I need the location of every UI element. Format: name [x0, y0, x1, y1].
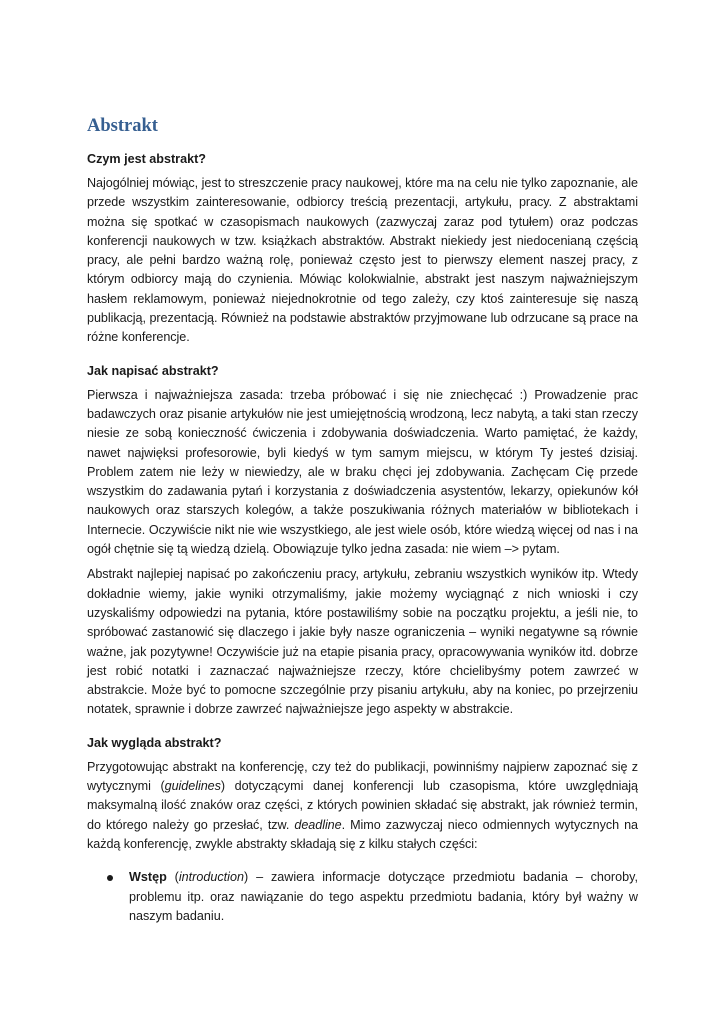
intro-text-2: ) dotyczącymi danej konferencji lub czasopisma, które uwzględniają maksymalną ilość znaków oraz części, z których powinien składać się abstrakt, jak również termin, do którego należy go przesłać, tzw.: [87, 779, 639, 832]
intro-term-deadline: deadline: [294, 817, 342, 832]
document-page: [87, 114, 638, 926]
bullet-text: ) – zawiera informacje dotyczące przedmiotu badania – choroby, problemu itp. oraz nawiązanie do tego aspektu przedmiotu badania, który był ważny w naszym badaniu.: [129, 870, 638, 923]
intro-text-1: Przygotowując abstrakt na konferencję, czy też do publikacji, powinniśmy najpierw zapoznać się z wytycznymi (: [87, 759, 638, 794]
document-title: Abstrakt: [87, 116, 158, 136]
paragraph-how-to-write-1: Pierwsza i najważniejsza zasada: trzeba próbować i się nie zniechęcać :) Prowadzenie prac badawczych oraz pisanie artykułów nie jest umiejętnością wrodzoną, lecz nabytą, a taki stan rzeczy niesie ze sobą konieczność ćwiczenia i zdobywania doświadczenia. Warto pamiętać, że każdy, nawet najwięksi profesorowie, byli kiedyś w tym samym miejscu, w którym Ty jesteś dzisiaj. Problem zatem nie leży w niewiedzy, ale w braku chęci jej zdobywania. Zachęcam Cię przede wszystkim do zadawania pytań i korzystania z doświadczenia asystentów, lekarzy, opiekunów kół naukowych oraz starszych kolegów, a także poszukiwania różnych materiałów w bibliotekach i Internecie. Oczywiście nikt nie wie wszystkiego, ale jest wiele osób, które wiedzą więcej od nas i na ogół chętnie się tą wiedzą dzielą. Obowiązuje tylko jedna zasada: nie wiem –> pytam.: [87, 387, 638, 557]
intro-text-3: . Mimo zazwyczaj nieco odmiennych wytycznych na każdą konferencję, zwykle abstrakty składają się z kilku stałych części:: [87, 817, 638, 851]
section-heading-how-to-write: Jak napisać abstrakt?: [87, 363, 219, 378]
intro-term-guidelines: guidelines: [164, 779, 221, 794]
paragraph-how-to-write-2: Abstrakt najlepiej napisać po zakończeniu pracy, artykułu, zebraniu wszystkich wyników itp. Wtedy dokładnie wiemy, jakie wyniki otrzymaliśmy, jakie możemy wyciągnąć z nich wnioski i czy uzyskaliśmy odpowiedzi na pytania, które postawiliśmy sobie na początku projektu, a jeśli nie, to spróbować zastanowić się dlaczego i jakie były nasze ograniczenia – wyniki negatywne są równie ważne, jak pozytywne! Oczywiście już na etapie pisania pracy, opracowywania wyników itd. dobrze jest robić notatki i zaznaczać najważniejsze rzeczy, które chcielibyśmy potem zawrzeć w abstrakcie. Może być to pomocne szczególnie przy pisaniu artykułu, aby na koniec, po przejrzeniu notatek, sprawnie i dobrze zawrzeć najważniejsze jego aspekty w abstrakcie.: [87, 567, 638, 717]
structure-bullet-list: [87, 868, 638, 926]
section-heading-what-is: Czym jest abstrakt?: [87, 152, 206, 166]
list-item: [87, 868, 638, 926]
section-heading-structure: Jak wygląda abstrakt?: [87, 735, 222, 750]
bullet-term-en: introduction: [178, 870, 244, 885]
bullet-dot-icon: [107, 875, 113, 881]
bullet-paren-open: (: [166, 870, 179, 885]
bullet-term: Wstęp: [129, 870, 167, 885]
paragraph-structure-intro: [87, 758, 638, 854]
paragraph-what-is: Najogólniej mówiąc, jest to streszczenie pracy naukowej, które ma na celu nie tylko zapoznanie, ale przede wszystkim zainteresowanie, odbiorcy treścią prezentacji, artykułu, pracy. Z abstraktami można się spotkać w czasopismach naukowych (zazwyczaj zaraz pod tytułem) oraz podczas konferencji naukowych w tzw. książkach abstraktów. Abstrakt niekiedy jest niedocenianą częścią pracy, ale pełni bardzo ważną rolę, ponieważ często jest to pierwszy element naszej pracy, z którym odbiorcy mają do czynienia. Mówiąc kolokwialnie, abstrakt jest naszym najważniejszym hasłem reklamowym, ponieważ niejednokrotnie od tego zależy, czy ktoś zainteresuje się naszą publikacją, prezentacją. Również na podstawie abstraktów przyjmowane lub odrzucane są prace na różne konferencje.: [87, 176, 638, 345]
